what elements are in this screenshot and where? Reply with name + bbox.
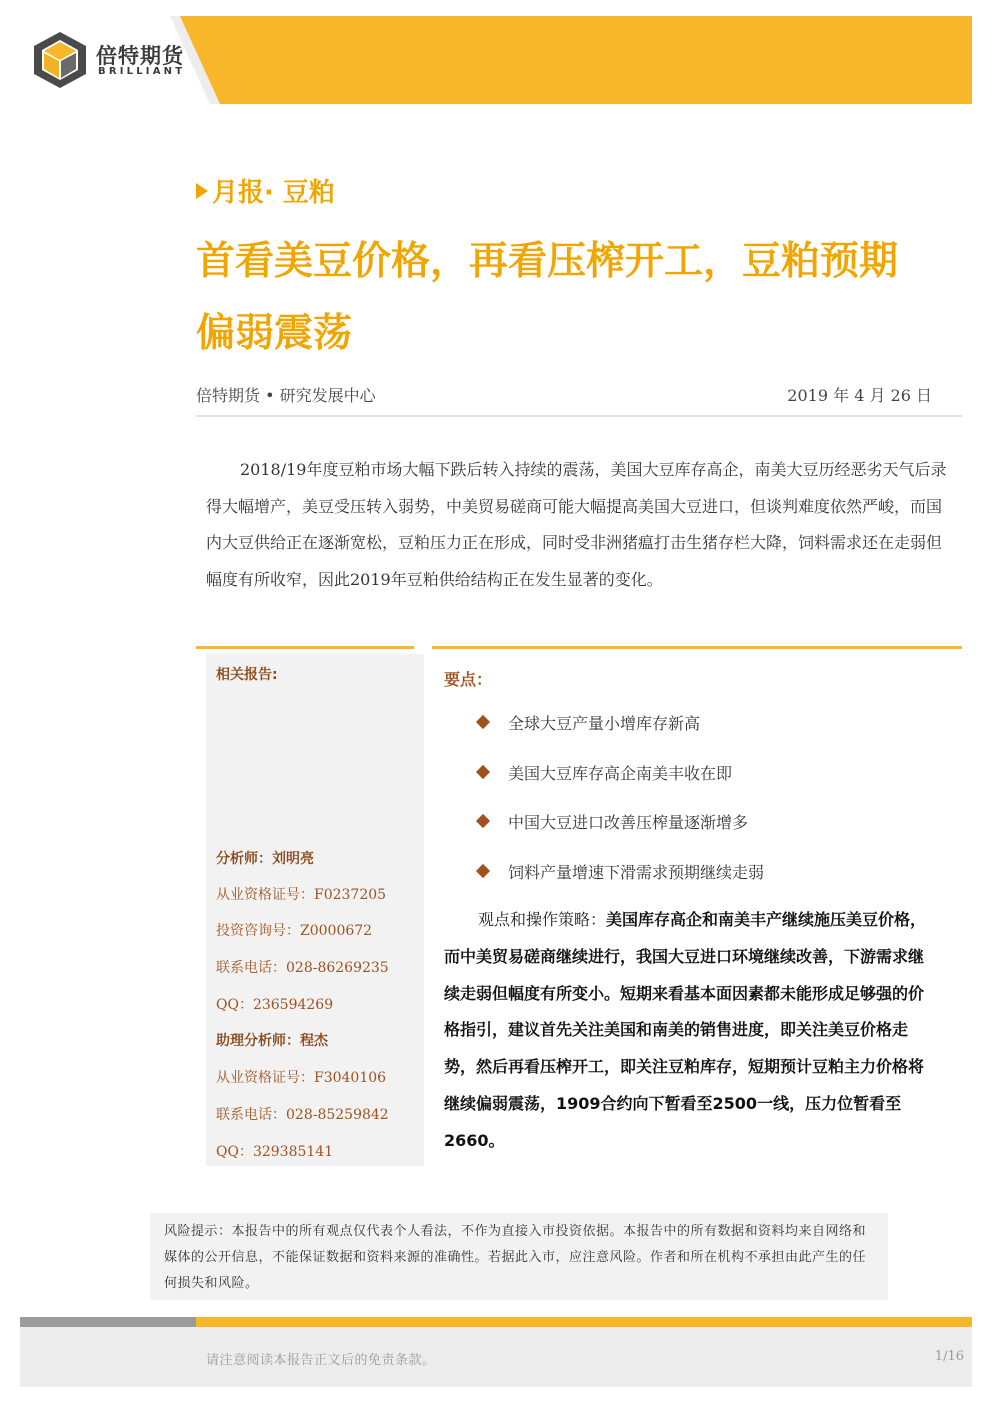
- strategy-paragraph: [444, 902, 934, 1160]
- keypoints-label: 要点：: [444, 670, 493, 689]
- assistant-cert: 从业资格证号：F3040106: [216, 1070, 387, 1086]
- assistant-name: 程杰: [300, 1033, 328, 1049]
- header-yellow-band: [180, 16, 972, 104]
- diamond-bullet-icon: [476, 814, 490, 828]
- page-footer: [20, 1327, 972, 1387]
- related-reports-label: 相关报告:: [216, 667, 278, 683]
- key-point-text: 中国大豆进口改善压榨量逐渐增多: [508, 813, 749, 832]
- diamond-bullet-icon: [476, 864, 490, 878]
- strategy-text: 美国库存高企和南美丰产继续施压美豆价格，而中美贸易磋商继续进行，我国大豆进口环境继续改善，下游需求继续走弱但幅度有所变小。短期来看基本面因素都未能形成足够强的价格指引，建议首先关注美国和南美的销售进度，即关注美豆价格走势，然后再看压榨开工，即关注豆粕库存，短期预计豆粕主力价格将继续偏弱震荡，1909合约向下暂看至2500一线，压力位暂看至2660。: [444, 910, 927, 1150]
- analyst-cert: 从业资格证号：F0237205: [216, 887, 387, 903]
- logo-english-name: BRILLIANT: [98, 66, 186, 77]
- key-point-item: [478, 761, 732, 784]
- sidebar-panel: [206, 654, 424, 1166]
- footer-disclaimer-note: 请注意阅读本报告正文后的免责条款。: [206, 1353, 436, 1368]
- page-number: 1/16: [934, 1349, 964, 1364]
- triangle-icon: [196, 183, 208, 199]
- analyst-qq: QQ：236594269: [216, 997, 334, 1013]
- analyst-invest-no: 投资咨询号：Z0000672: [216, 923, 373, 939]
- key-point-text: 全球大豆产量小增库存新高: [508, 714, 701, 733]
- assistant-phone: 联系电话：028-85259842: [216, 1107, 389, 1123]
- analyst-heading: [216, 848, 314, 868]
- assistant-heading: [216, 1030, 328, 1050]
- risk-disclaimer-box: [150, 1213, 888, 1300]
- analyst-phone: 联系电话：028-86269235: [216, 960, 389, 976]
- byline: 倍特期货 • 研究发展中心: [196, 386, 376, 405]
- footer-gray-bar: [20, 1317, 196, 1327]
- key-point-item: [478, 810, 748, 833]
- report-title: [196, 226, 986, 370]
- sidebar-divider: [196, 646, 414, 649]
- kicker-text: 月报· 豆粕: [212, 178, 335, 208]
- key-point-item: [478, 860, 764, 883]
- strategy-label: 观点和操作策略：: [478, 910, 607, 929]
- title-line-1: 首看美豆价格，再看压榨开工，豆粕预期: [196, 239, 899, 284]
- diamond-bullet-icon: [476, 715, 490, 729]
- keypoints-divider: [432, 646, 962, 649]
- key-point-item: [478, 711, 700, 734]
- report-kicker: [196, 172, 335, 209]
- assistant-label: 助理分析师：: [216, 1033, 300, 1049]
- abstract-paragraph: 2018/19年度豆粕市场大幅下跌后转入持续的震荡，美国大豆库存高企，南美大豆历经恶劣天气后录得大幅增产，美豆受压转入弱势，中美贸易磋商可能大幅提高美国大豆进口，但谈判难度依然严峻，而国内大豆供给正在逐渐宽松，豆粕压力正在形成，同时受非洲猪瘟打击生猪存栏大降，饲料需求还在走弱但幅度有所收窄，因此2019年豆粕供给结构正在发生显著的变化。: [206, 460, 947, 589]
- analyst-name: 刘明亮: [272, 851, 314, 867]
- report-date: 2019 年 4 月 26 日: [787, 386, 932, 405]
- assistant-qq: QQ：329385141: [216, 1144, 334, 1160]
- key-point-text: 美国大豆库存高企南美丰收在即: [508, 764, 733, 783]
- logo-chinese-name: 倍特期货: [96, 44, 184, 68]
- analyst-label: 分析师：: [216, 851, 272, 867]
- risk-disclaimer-text: 风险提示：本报告中的所有观点仅代表个人看法，不作为直接入市投资依据。本报告中的所有数据和资料均来自网络和媒体的公开信息，不能保证数据和资料来源的准确性。若据此入市，应注意风险。作者和所在机构不承担由此产生的任何损失和风险。: [164, 1224, 867, 1291]
- footer-yellow-bar: [196, 1317, 972, 1327]
- brilliant-logo-icon: [32, 30, 88, 90]
- diamond-bullet-icon: [476, 765, 490, 779]
- page-header: [20, 16, 972, 104]
- byline-divider: [196, 415, 962, 417]
- key-point-text: 饲料产量增速下滑需求预期继续走弱: [508, 863, 765, 882]
- title-line-2: 偏弱震荡: [196, 311, 353, 356]
